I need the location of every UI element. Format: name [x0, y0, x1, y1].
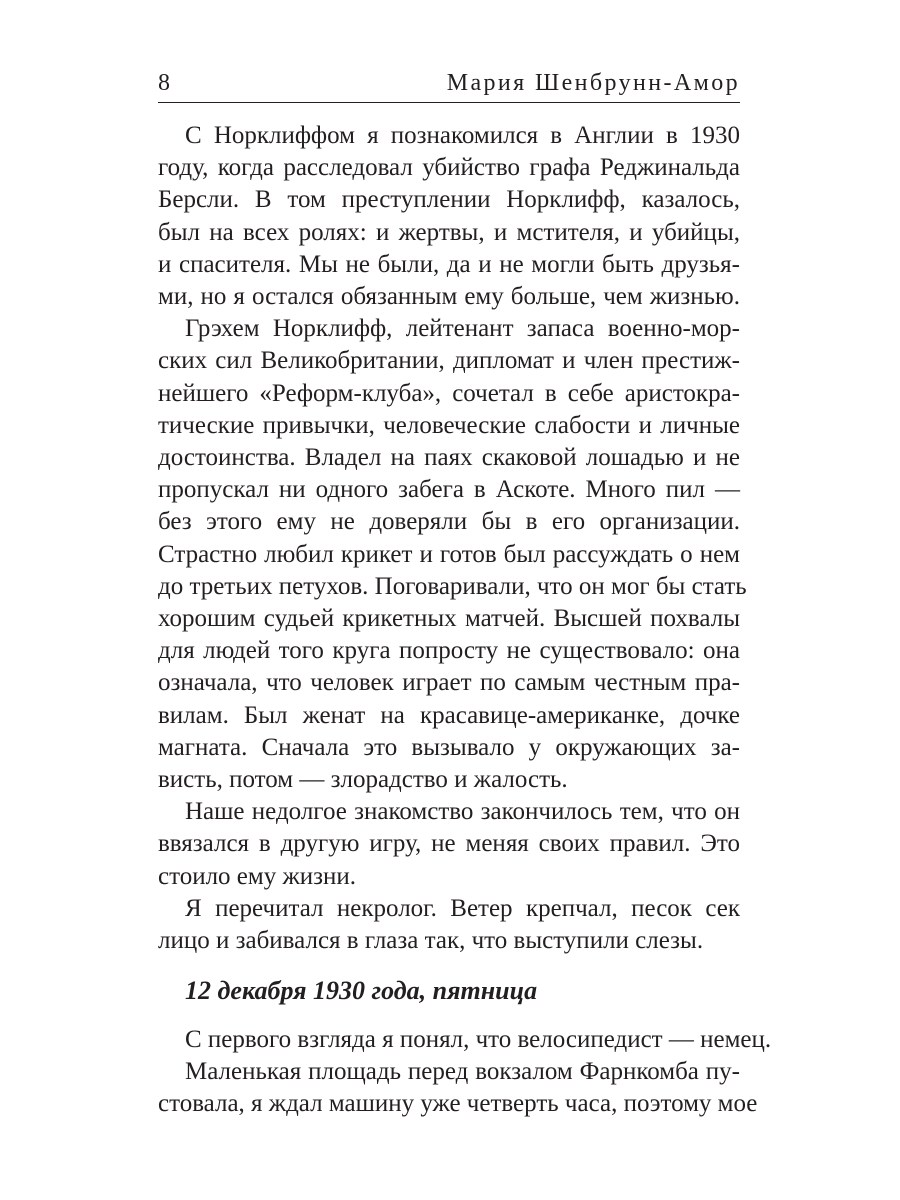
text-line: достоинства. Владел на паях скаковой лошадью и не [158, 444, 740, 472]
text-line: Маленькая площадь перед вокзалом Фарнкомба пу- [185, 1058, 740, 1086]
text-line: для людей того круга попросту не существовало: она [158, 637, 740, 665]
text-line: магната. Сначала это вызывало у окружающих за- [158, 733, 740, 761]
text-line: ми, но я остался обязанным ему больше, чем жизнью. [158, 283, 740, 311]
text-line: тические привычки, человеческие слабости и личные [158, 411, 740, 439]
paragraph [158, 1024, 772, 1056]
text-line: С первого взгляда я понял, что велосипедист — немец. [185, 1026, 772, 1053]
text-line: Наше недолгое знакомство закончилось тем, что он [185, 798, 740, 826]
text-line: был на всех ролях: и жертвы, и мстителя, и убийцы, [158, 218, 740, 246]
text-line: стовала, я ждал машину уже четверть часа, поэтому мое [158, 1090, 758, 1118]
text-line: Грэхем Норклифф, лейтенант запаса военно-мор- [185, 315, 740, 343]
text-line: хорошим судьей крикетных матчей. Высшей похвалы [158, 605, 740, 633]
text-line: пропускал ни одного забега в Аскоте. Много пил — [158, 476, 740, 504]
body-text-continued [158, 1024, 772, 1121]
body-text [158, 120, 747, 957]
text-line: стоило ему жизни. [158, 862, 356, 890]
paragraph [158, 796, 740, 893]
text-line: без этого ему не доверяли бы в его организации. [158, 508, 740, 536]
text-line: году, когда расследовал убийство графа Реджинальда [158, 154, 740, 182]
text-line: Страстно любил крикет и готов был рассуждать о нем [158, 540, 740, 568]
paragraph [158, 893, 740, 957]
text-line: ввязался в другую игру, не меняя своих правил. Это [158, 830, 740, 858]
text-line: до третьих петухов. Поговаривали, что он мог бы стать [158, 572, 747, 600]
running-header [158, 66, 740, 103]
text-line: означала, что человек играет по самым честным пра- [158, 669, 740, 697]
text-line: нейшего «Реформ-клуба», сочетал в себе аристокра- [158, 379, 740, 407]
text-line: Я перечитал некролог. Ветер крепчал, песок сек [185, 894, 740, 922]
page-number: 8 [158, 70, 170, 96]
text-line: С Норклиффом я познакомился в Англии в 1930 [185, 122, 740, 149]
text-line: лицо и забивался в глаза так, что выступили слезы. [158, 927, 704, 955]
paragraph [158, 120, 740, 313]
text-line: висть, потом — злорадство и жалость. [158, 766, 568, 794]
paragraph [158, 313, 747, 796]
text-line: и спасителя. Мы не были, да и не могли быть друзья- [158, 250, 740, 278]
text-line: вилам. Был женат на красавице-американке, дочке [158, 701, 740, 729]
section-heading: 12 декабря 1930 года, пятница [185, 976, 538, 1005]
paragraph [158, 1056, 758, 1120]
text-line: Берсли. В том преступлении Норклифф, казалось, [158, 186, 740, 214]
running-head-author: Мария Шенбрунн-Амор [446, 70, 740, 96]
text-line: ских сил Великобритании, дипломат и член престиж- [158, 347, 740, 375]
